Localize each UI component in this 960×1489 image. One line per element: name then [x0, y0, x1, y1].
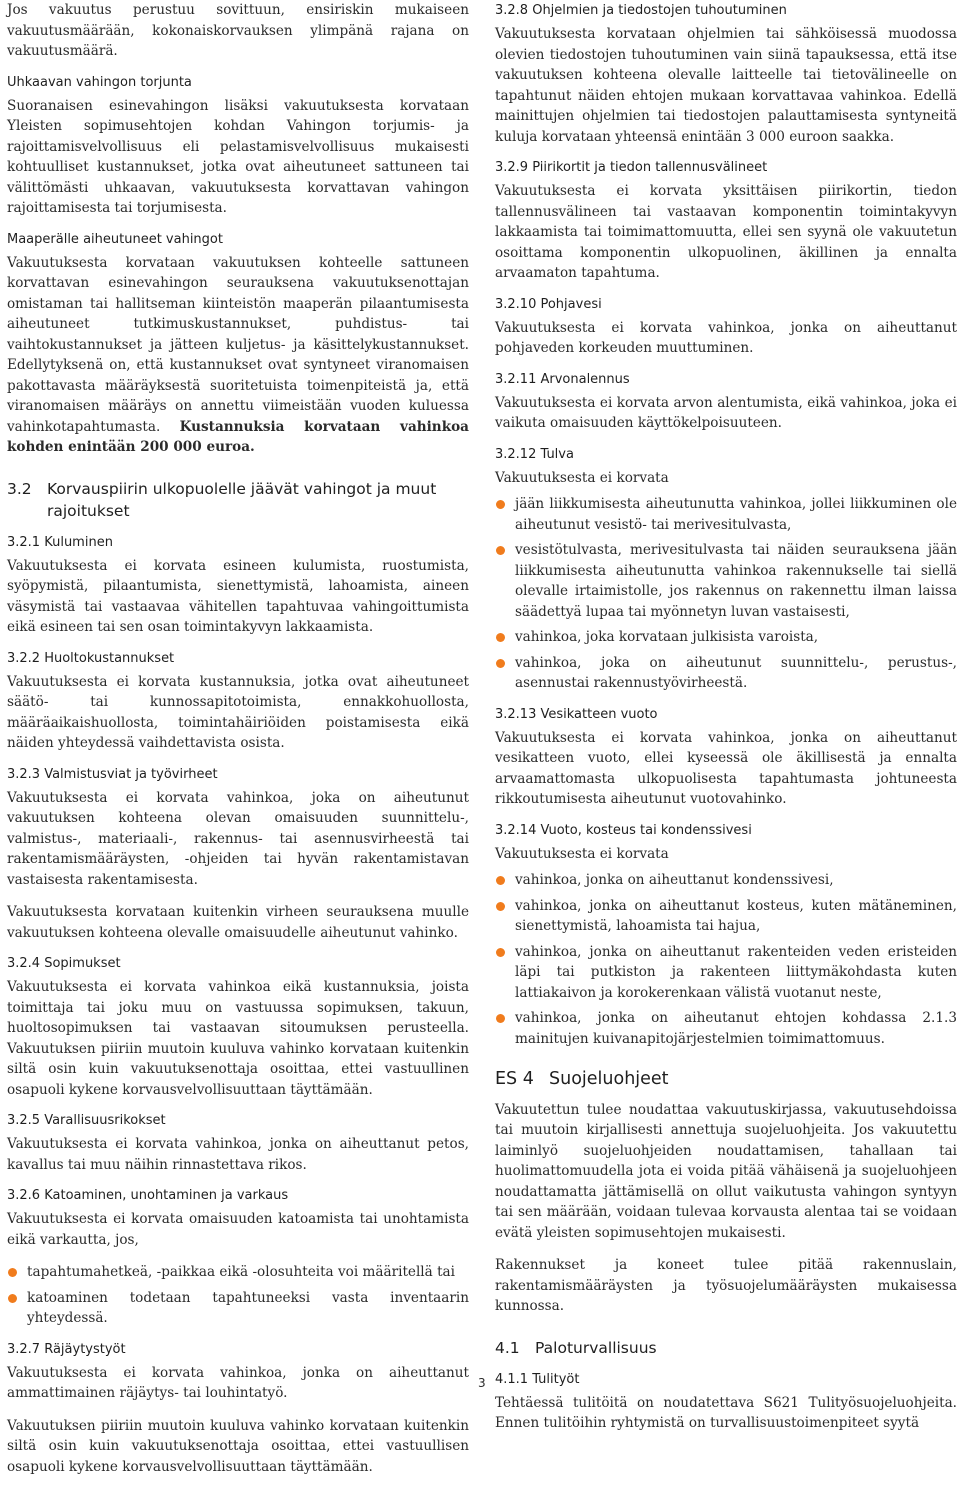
bullet-icon — [8, 1294, 17, 1303]
paragraph-3-2-13: Vakuutuksesta ei korvata vahinkoa, jonka on aiheuttanut vesikatteen vuoto, ellei kyseessä ole äkillisestä ja ennalta arvaamattomasta ulkopuolisesta tapahtumasta johtuneesta rikkoutumisesta aiheutunut vuotovahinko. — [495, 729, 957, 807]
paragraph-3-2-2: Vakuutuksesta ei korvata kustannuksia, jotka ovat aiheutuneet säätö- tai kunnossapitotoimista, ennakkohuollosta, määräaikaishuollosta, toimintahäiriöiden poistamisesta eikä näiden yhteydessä vaihdettavista osista. — [7, 673, 469, 751]
right-column — [495, 0, 957, 1446]
list-3-2-14 — [495, 870, 957, 1049]
paragraph-3-2-5: Vakuutuksesta ei korvata vahinkoa, jonka on aiheuttanut petos, kavallus tai muu näihin rinnastettava rikos. — [7, 1136, 469, 1173]
heading-3-2-8: 3.2.8 Ohjelmien ja tiedostojen tuhoutuminen — [495, 3, 787, 18]
list-item: vahinkoa, joka korvataan julkisista varoista, — [495, 627, 957, 648]
list-item: tapahtumahetkeä, -paikkaa eikä -olosuhteita voi määritellä tai — [7, 1262, 469, 1283]
heading-3-2-13: 3.2.13 Vesikatteen vuoto — [495, 706, 658, 722]
heading-3-2-5: 3.2.5 Varallisuusrikokset — [7, 1113, 166, 1128]
heading-uhkaavan-vahingon: Uhkaavan vahingon torjunta — [7, 74, 192, 90]
paragraph-3-2-4: Vakuutuksesta ei korvata vahinkoa eikä kustannuksia, joista toimittaja tai joku muu on vastuussa sopimuksen, takuun, huoltosopimuksen tai vastaavan sitoumuksen perusteella. Vakuutuksen piiriin muutoin kuuluva vahinko korvataan kuitenkin siltä osin kuin vakuutuksenottaja osoittaa, ettei vastuullinen osapuoli kykene korvausvelvollisuuttaan täyttämään. — [7, 979, 469, 1098]
maaperalle-bold-limit: Kustannuksia korvataan vahinkoa kohden enintään 200 000 euroa. — [7, 418, 469, 455]
bullet-icon — [496, 633, 505, 642]
heading-3-2-3: 3.2.3 Valmistusviat ja työvirheet — [7, 766, 218, 782]
maaperalle-text: Vakuutuksesta korvataan vakuutuksen kohteelle sattuneen korvattavan esinevahingon seurauksena vakuutuksenottajan omistaman tai hallitseman kiinteistön maaperän pilaantumisesta aiheutuneet tutkimuskustannukset, puhdistus- tai vaihtokustannukset ja jätteen kuljetus- ja käsittelykustannukset. Edellytyksenä on, että kustannukset ovat syntyneet viranomaisen pakottavasta määräyksestä suoritetuista toimenpiteistä ja, että viranomaisen määräys on annettu viimeistään vuoden kuluessa vahinkotapahtumasta. — [7, 254, 469, 435]
chapter-number: ES 4 — [495, 1069, 534, 1089]
list-item: vahinkoa, jonka on aiheuttanut kondenssivesi, — [495, 870, 957, 891]
list-item: vahinkoa, jonka on aiheuttanut rakenteiden veden eristeiden läpi tai putkiston ja rakenteen liittymäkohdasta kuten lattiakaivon ja korokerenkaan välistä vuotanut neste, — [495, 942, 957, 1004]
heading-3-2-14: 3.2.14 Vuoto, kosteus tai kondenssivesi — [495, 822, 752, 838]
paragraph-3-2-7-a: Vakuutuksesta ei korvata vahinkoa, jonka on aiheuttanut ammattimainen räjäytys- tai louhintatyö. — [7, 1364, 469, 1401]
paragraph-3-2-8: Vakuutuksesta korvataan ohjelmien tai sähköisessä muodossa olevien tiedostojen tuhoutuminen vain siinä tapauksessa, että itse vakuutuksen kohteena olevalle laitteelle tai tietovälineelle on tapahtunut näiden ehtojen mukaan korvattavaa vahinkoa. Edellä mainittujen ohjelmien tai tiedostojen palauttamisesta syntyneitä kuluja korvataan yhteensä enintään 3 000 euroon saakka. — [495, 26, 957, 145]
paragraph-3-2-12: Vakuutuksesta ei korvata — [495, 469, 669, 486]
heading-3-2-9: 3.2.9 Piirikortit ja tiedon tallennusvälineet — [495, 160, 768, 175]
list-item: vahinkoa, joka on aiheutunut suunnittelu-, perustus-, asennustai rakennustyövirheestä. — [495, 653, 957, 694]
bullet-icon — [496, 546, 505, 555]
paragraph-es4-a: Vakuutettun tulee noudattaa vakuutuskirjassa, vakuutusehdoissa tai muutoin kirjallisesti annettuja suojeluohjeita. Jos vakuutettu laiminlyö suojeluohjeiden noudattamisen, tahallaan tai huolimattomuudella jota ei voida pitää vähäisenä ja suojeluohjeen noudattamatta jättämisellä on ollut vaikutusta vahingon syntyyn tai sen määrään, voidaan tulevaa korvausta alentaa tai se voidaan evätä yleisten sopimusehtojen mukaisesti. — [495, 1101, 957, 1241]
paragraph-es4-b: Rakennukset ja koneet tulee pitää rakennuslain, rakentamismääräysten ja työsuojelumääräysten mukaisessa kunnossa. — [495, 1257, 957, 1314]
section-number: 4.1 — [495, 1338, 520, 1357]
heading-maaperalle: Maaperälle aiheutuneet vahingot — [7, 231, 223, 247]
heading-3-2-7: 3.2.7 Räjäytystyöt — [7, 1341, 126, 1357]
heading-3-2-10: 3.2.10 Pohjavesi — [495, 296, 602, 312]
paragraph-3-2-14: Vakuutuksesta ei korvata — [495, 845, 669, 862]
paragraph-3-2-1: Vakuutuksesta ei korvata esineen kulumista, ruostumista, syöpymistä, pilaantumista, sienettymistä, lahoamista, aineen väsymistä tai vastaavaa vähitellen tapahtuvaa vahingoittumista eikä esineen tai sen osan toimintakyvyn lakkaamista. — [7, 557, 469, 635]
paragraph-3-2-3-a: Vakuutuksesta ei korvata vahinkoa, joka on aiheutunut vakuutuksen kohteena olevan omaisuuden suunnittelu-, valmistus-, materiaali-, rakennus- tai asennusvirheestä tai rakentamismääräysten, -ohjeiden tai hyvän rakentamistavan vastaisesta rakentamisesta. — [7, 789, 469, 888]
paragraph-3-2-6: Vakuutuksesta ei korvata omaisuuden katoamista tai unohtamista eikä varkautta, jos, — [7, 1211, 469, 1248]
paragraph-3-2-3-b: Vakuutuksesta korvataan kuitenkin virheen seurauksena muulle vakuutuksen kohteena olevalle omaisuudelle aiheutunut vahinko. — [7, 904, 469, 941]
heading-4-1-1: 4.1.1 Tulityöt — [495, 1371, 580, 1387]
heading-3-2-4: 3.2.4 Sopimukset — [7, 956, 121, 971]
heading-3-2-2: 3.2.2 Huoltokustannukset — [7, 650, 175, 666]
heading-3-2-6: 3.2.6 Katoaminen, unohtaminen ja varkaus — [7, 1188, 289, 1203]
paragraph-uhkaavan-vahingon: Suoranaisen esinevahingon lisäksi vakuutuksesta korvataan Yleisten sopimusehtojen kohdan Vahingon torjumis- ja rajoittamisvelvollisuus eli pelastamisvelvollisuus mukaisesti kohtuulliset kustannukset, jotka ovat aiheutuneet sattuneen tai välittömästi uhkaavan, vakuutuksesta korvattavan vahingon rajoittamisesta tai torjumisesta. — [7, 97, 469, 216]
list-3-2-12 — [495, 494, 957, 694]
bullet-icon — [496, 659, 505, 668]
bullet-icon — [496, 948, 505, 957]
chapter-heading-es4 — [495, 1069, 957, 1090]
paragraph-3-2-11: Vakuutuksesta ei korvata arvon alentumista, eikä vahinkoa, joka ei vaikuta omaisuuden käyttökelpoisuuteen. — [495, 394, 957, 431]
list-item: vahinkoa, jonka on aiheutanut ehtojen kohdassa 2.1.3 mainitujen kuivanapitojärjestelmien toimimattomuus. — [495, 1008, 957, 1049]
left-column — [7, 0, 469, 1489]
section-heading-4-1 — [495, 1337, 957, 1359]
paragraph-maaperalle — [7, 253, 469, 458]
section-number: 3.2 — [7, 479, 32, 498]
list-item: vesistötulvasta, merivesitulvasta tai näiden seurauksena jään liikkumisesta aiheutunutta vahinkoa rakennukselle tai siellä olevalle irtaimistolle, jos rakennus on rakennettu ilman laissa säädettyä lupaa tai myönnetyn luvan vastaisesti, — [495, 540, 957, 622]
list-item: jään liikkumisesta aiheutunutta vahinkoa, jollei liikkuminen ole aiheutunut vesistö- tai merivesitulvasta, — [495, 494, 957, 535]
paragraph-3-2-9: Vakuutuksesta ei korvata yksittäisen piirikortin, tiedon tallennusvälineen tai vastaavan komponentin toimintakyvyn lakkaamista tai toimimattomuutta, ellei sen syynä ole vakuutetun osoittama komponentin ulkopuolinen, äkillinen ja ennalta arvaamaton tapahtuma. — [495, 183, 957, 281]
section-title: Paloturvallisuus — [535, 1338, 657, 1357]
list-item: katoaminen todetaan tapahtuneeksi vasta inventaarin yhteydessä. — [7, 1288, 469, 1329]
heading-3-2-1: 3.2.1 Kuluminen — [7, 534, 113, 550]
bullet-icon — [496, 902, 505, 911]
heading-3-2-11: 3.2.11 Arvonalennus — [495, 371, 630, 387]
chapter-title: Suojeluohjeet — [549, 1069, 669, 1089]
list-3-2-6 — [7, 1262, 469, 1329]
bullet-icon — [496, 876, 505, 885]
paragraph-3-2-7-b: Vakuutuksen piiriin muutoin kuuluva vahinko korvataan kuitenkin siltä osin kuin vakuutuksenottaja osoittaa, ettei vastuullisen osapuoli kykene korvausvelvollisuuttaan täyttämään. — [7, 1417, 469, 1475]
bullet-icon — [496, 1014, 505, 1023]
paragraph-3-2-10: Vakuutuksesta ei korvata vahinkoa, jonka on aiheuttanut pohjaveden korkeuden muuttuminen. — [495, 319, 957, 356]
paragraph-4-1-1: Tehtäessä tulitöitä on noudatettava S621 Tulityösuojeluohjeita. Ennen tulitöihin ryhtymistä on turvallisuustoimenpiteet syytä — [495, 1394, 957, 1431]
list-item: vahinkoa, jonka on aiheuttanut kosteus, kuten mätäneminen, sienettymistä, lahoamista tai hajua, — [495, 896, 957, 937]
section-heading-3-2 — [7, 478, 469, 522]
bullet-icon — [496, 500, 505, 509]
intro-paragraph: Jos vakuutus perustuu sovittuun, ensiriskin mukaiseen vakuutusmäärään, kokonaiskorvauksen ylimpänä rajana on vakuutusmäärä. — [7, 2, 469, 59]
bullet-icon — [8, 1268, 17, 1277]
section-title: Korvauspiirin ulkopuolelle jäävät vahingot ja muut rajoitukset — [47, 479, 437, 520]
heading-3-2-12: 3.2.12 Tulva — [495, 446, 574, 462]
page-number: 3 — [478, 1376, 486, 1390]
